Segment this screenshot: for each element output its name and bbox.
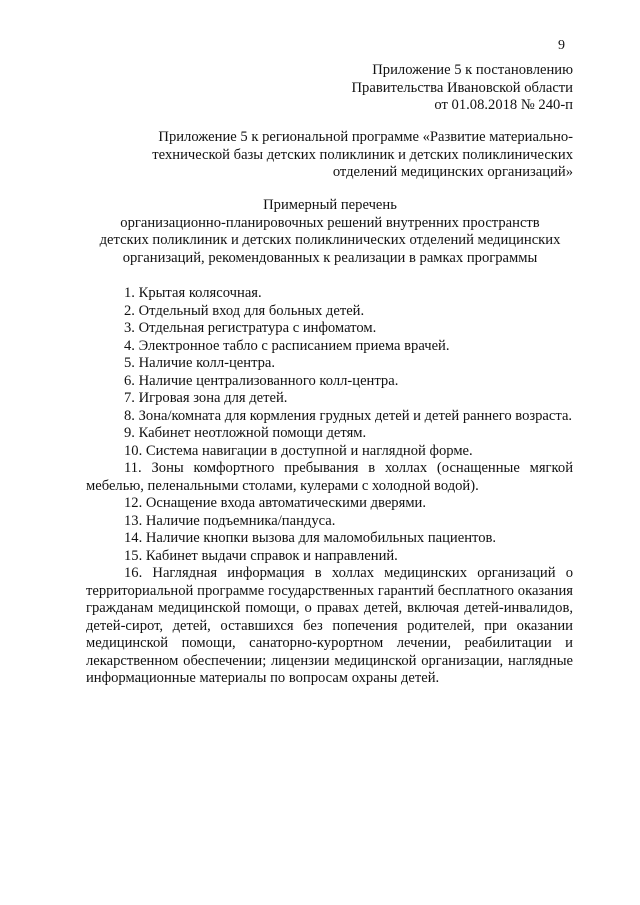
list-item: 7. Игровая зона для детей.: [124, 390, 288, 406]
title-line: детских поликлиник и детских поликлинических отделений медицинских: [99, 232, 561, 248]
list-item: 11. Зоны комфортного пребывания в холлах (оснащенные мягкой мебелью, пеленальными столами, кулерами с холодной водой).: [86, 460, 573, 494]
list-item: 13. Наличие подъемника/пандуса.: [124, 512, 336, 529]
list-item: 16. Наглядная информация в холлах медицинских организаций о территориальной программе государственных гарантий бесплатного оказания гражданам медицинской помощи, о правах детей, включая детей-инвалидов, детей-сирот, детей, оставшихся без попечения родителей, при оказании медицинской помощи, санаторно-курортном лечении, реабилитации и лекарственном обеспечении; лицензии медицинской организации, наглядные информационные материалы по вопросам охраны детей.: [86, 565, 573, 686]
resolution-header: [352, 62, 573, 115]
document-title: [80, 197, 580, 267]
list-item: 8. Зона/комната для кормления грудных детей и детей раннего возраста.: [124, 407, 573, 424]
list-item: 6. Наличие централизованного колл-центра.: [124, 372, 399, 389]
program-reference: [103, 129, 573, 182]
title-line: организационно-планировочных решений внутренних пространств: [120, 214, 540, 231]
page-number: 9: [558, 38, 565, 53]
list-item: 4. Электронное табло с расписанием приема врачей.: [124, 337, 450, 354]
list-item: 15. Кабинет выдачи справок и направлений.: [124, 547, 398, 564]
header-line: Приложение 5 к постановлению: [372, 62, 573, 78]
list-item: 3. Отдельная регистратура с инфоматом.: [124, 320, 377, 336]
list-item: 10. Система навигации в доступной и наглядной форме.: [124, 442, 473, 459]
items-list: [86, 285, 573, 688]
program-ref-line: технической базы детских поликлиник и детских поликлинических: [152, 146, 573, 163]
title-line: Примерный перечень: [263, 197, 397, 213]
list-item: 1. Крытая колясочная.: [124, 285, 262, 301]
program-ref-line: Приложение 5 к региональной программе «Развитие материально-: [158, 129, 573, 145]
list-item: 14. Наличие кнопки вызова для маломобильных пациентов.: [124, 530, 497, 546]
list-item: 5. Наличие колл-центра.: [124, 355, 276, 371]
header-line: Правительства Ивановской области: [351, 79, 573, 96]
list-item: 2. Отдельный вход для больных детей.: [124, 302, 365, 319]
title-line: организаций, рекомендованных к реализации в рамках программы: [122, 249, 538, 266]
header-line: от 01.08.2018 № 240-п: [434, 97, 573, 113]
list-item: 9. Кабинет неотложной помощи детям.: [124, 425, 367, 441]
program-ref-line: отделений медицинских организаций»: [332, 164, 573, 180]
list-item: 12. Оснащение входа автоматическими дверями.: [124, 495, 427, 511]
